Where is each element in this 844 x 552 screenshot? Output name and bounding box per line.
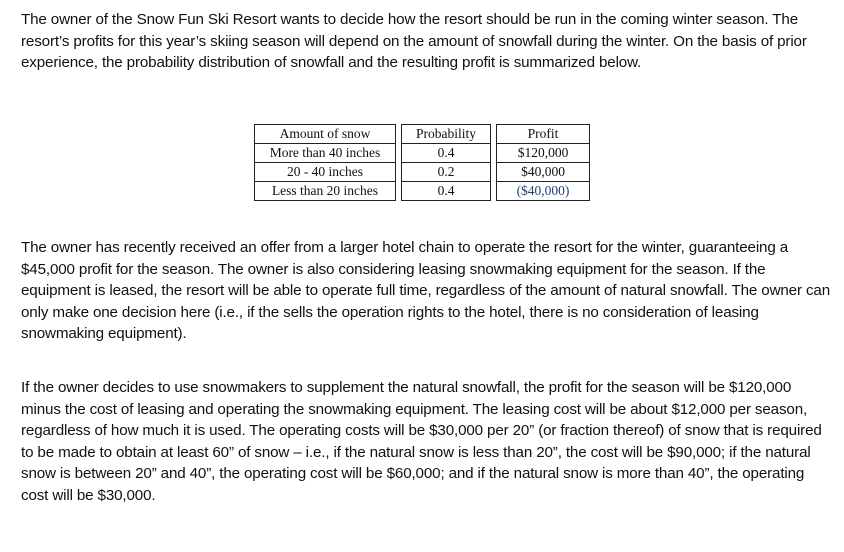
- header-profit: Profit: [497, 125, 590, 144]
- snowfall-profit-table: [254, 124, 590, 201]
- snowmakers-paragraph: If the owner decides to use snowmakers to supplement the natural snowfall, the profit for the season will be $120,000 minus the cost of leasing and operating the snowmaking equipment. The leasing cost will be about $12,000 per season, regardless of how much it is used. The operating costs will be $30,000 per 20” (or fraction thereof) of snow that is required to be made to obtain at least 60” of snow – i.e., if the natural snow is less than 20”, the cost will be $90,000; if the natural snow is between 20” and 40”, the operating cost will be $60,000; and if the natural snow is more than 40”, the operating cost will be $30,000.: [21, 379, 822, 504]
- cell-snow-amount: More than 40 inches: [255, 144, 396, 163]
- intro-paragraph: The owner of the Snow Fun Ski Resort wants to decide how the resort should be run in the coming winter season. The resort’s profits for this year’s skiing season will depend on the amount of snowfall during the winter. On the basis of prior experience, the probability distribution of snowfall and the resulting profit is summarized below.: [21, 11, 807, 72]
- cell-profit: ($40,000): [497, 182, 590, 201]
- table-row: [255, 163, 590, 182]
- cell-probability: 0.4: [402, 144, 491, 163]
- cell-profit: $120,000: [497, 144, 590, 163]
- table-row: [255, 182, 590, 201]
- cell-probability: 0.4: [402, 182, 491, 201]
- snowfall-table-container: [254, 124, 590, 201]
- table-header-row: [255, 125, 590, 144]
- header-amount-of-snow: Amount of snow: [255, 125, 396, 144]
- header-probability: Probability: [402, 125, 491, 144]
- cell-snow-amount: Less than 20 inches: [255, 182, 396, 201]
- offer-paragraph: The owner has recently received an offer from a larger hotel chain to operate the resort for the winter, guaranteeing a $45,000 profit for the season. The owner is also considering leasing snowmaking equipment for the season. If the equipment is leased, the resort will be able to operate full time, regardless of the amount of natural snowfall. The owner can only make one decision here (i.e., if the sells the operation rights to the hotel, there is no consideration of leasing snowmaking equipment).: [21, 239, 830, 343]
- cell-profit: $40,000: [497, 163, 590, 182]
- table-row: [255, 144, 590, 163]
- cell-snow-amount: 20 - 40 inches: [255, 163, 396, 182]
- cell-probability: 0.2: [402, 163, 491, 182]
